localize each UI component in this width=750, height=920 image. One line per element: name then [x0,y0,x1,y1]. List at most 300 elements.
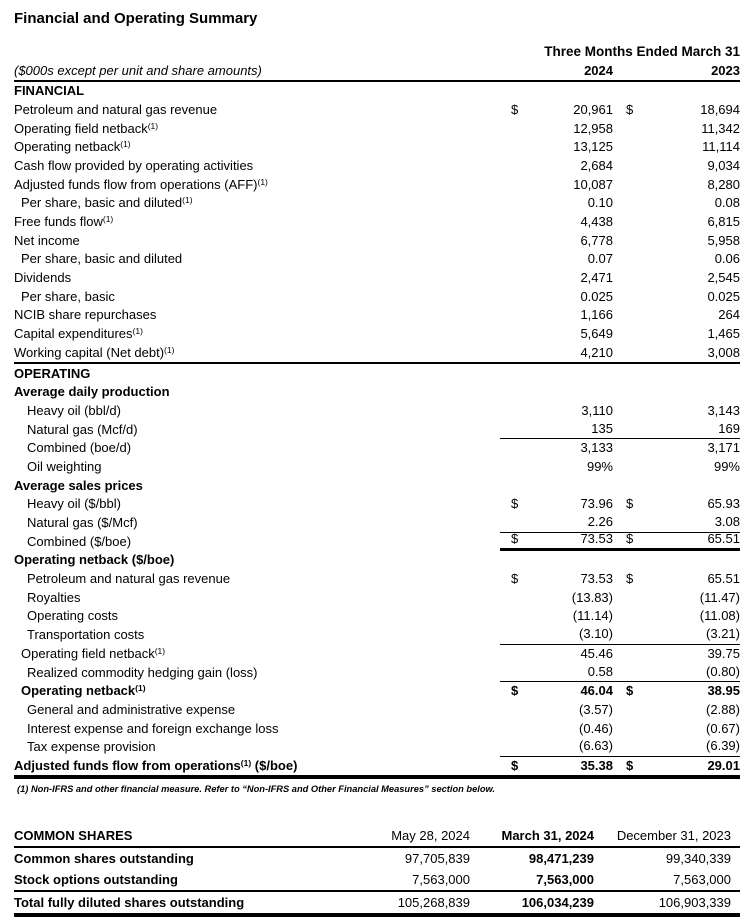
footnote-marker: (1) [257,176,268,187]
table-row [14,589,740,608]
row-label [14,213,500,232]
value-2024: (3.57) [579,701,613,717]
value-2023: 11,342 [701,120,740,136]
row-values [500,213,740,232]
dollar-sign [500,625,530,644]
value-2023: 0.08 [714,195,740,211]
dollar-sign [613,288,646,307]
shares-header-row [14,825,740,848]
row-label [14,288,500,307]
row-values [500,157,740,176]
table-row [14,250,740,269]
shares-value: 98,471,239 [528,851,594,867]
dollar-sign [613,325,646,344]
row-label [14,82,740,101]
dollar-sign [613,420,646,439]
row-values [500,757,740,776]
table-column-header-row [14,61,740,82]
value-2024: 3,133 [580,440,613,456]
table-row [14,663,740,682]
row-label-text: Heavy oil (bbl/d) [27,402,121,418]
value-2023: 3,143 [707,402,740,418]
value-2023: 65.51 [707,571,740,587]
row-values [500,120,740,139]
row-label [14,232,500,251]
row-values [500,701,740,720]
value-2023: 0.025 [707,288,740,304]
row-label-text: Operating field netback [14,120,148,136]
row-label-text: Operating netback [21,683,136,699]
shares-value: 106,034,239 [521,895,594,911]
table-row [14,530,740,552]
row-label-text: Petroleum and natural gas revenue [14,101,218,117]
table-row [14,402,740,421]
shares-row [14,869,740,890]
row-label [14,157,500,176]
value-2024: 5,649 [580,326,613,342]
table-row [14,682,740,701]
value-2024: 46.04 [580,683,613,699]
dollar-sign [500,176,530,195]
row-label [14,589,500,608]
row-values [500,458,740,477]
dollar-sign [500,194,530,213]
row-label [14,176,500,195]
value-2024: 4,438 [580,214,613,229]
dollar-sign [500,663,530,682]
row-label-text: OPERATING [14,365,91,381]
column-header-march-31-2024: March 31, 2024 [501,828,594,844]
dollar-sign [500,439,530,458]
row-label [14,458,500,477]
row-values [500,570,740,589]
row-label-suffix: ($/boe) [251,757,298,773]
row-values [500,306,740,325]
row-values [500,530,740,552]
row-label-text: Petroleum and natural gas revenue [27,571,231,587]
value-2024: (13.83) [571,589,613,605]
table-row [14,194,740,213]
row-label-text: Cash flow provided by operating activities [14,157,254,173]
shares-section-header: COMMON SHARES [14,828,133,844]
row-label [14,533,500,552]
footnote-marker: (1) [147,120,159,131]
row-label [14,701,500,720]
table-row [14,325,740,344]
value-2023: 65.51 [707,530,740,546]
row-label [14,570,500,589]
value-2024: 12,958 [573,120,613,136]
shares-row-label: Stock options outstanding [14,872,178,888]
row-label [14,607,500,626]
row-label [14,194,500,213]
value-2023: 18,694 [700,101,740,117]
value-2024: 1,166 [580,307,613,323]
row-values [500,607,740,626]
row-label-text: Oil weighting [27,458,102,474]
dollar-sign: $ [626,101,634,117]
dollar-sign [613,269,646,288]
dollar-sign [500,213,530,232]
shares-row-label: Common shares outstanding [14,851,194,867]
row-label [14,495,500,514]
dollar-sign [500,250,530,269]
dollar-sign: $ [511,530,519,546]
value-2024: 3,110 [581,402,613,418]
row-values [500,737,740,757]
section-row [14,476,740,495]
row-values [500,495,740,514]
value-2024: 0.07 [587,251,613,267]
column-header-2024: 2024 [584,62,613,78]
dollar-sign [613,344,646,363]
dollar-sign [613,439,646,458]
table-row [14,607,740,626]
dollar-sign: $ [511,571,519,587]
row-label-text: Net income [14,232,80,248]
row-label-text: Realized commodity hedging gain (loss) [27,664,258,680]
row-values [500,138,740,157]
dollar-sign: $ [626,571,634,587]
row-values [500,269,740,288]
value-2024: 13,125 [573,139,613,155]
row-label-text: Capital expenditures [14,326,133,342]
dollar-sign [613,176,646,195]
row-label-text: Free funds flow [14,214,103,229]
footnote-marker: (1) [120,139,131,150]
row-label-text: Average sales prices [14,477,143,493]
row-values [500,288,740,307]
row-values [500,589,740,608]
dollar-sign [613,625,646,644]
section-row [14,82,740,101]
row-values [500,402,740,421]
dollar-sign: $ [511,683,519,699]
row-values [500,645,740,664]
value-2024: 73.53 [580,530,613,546]
footnote-marker: (1) [240,757,252,768]
row-values [500,176,740,195]
value-2023: 264 [718,307,740,323]
dollar-sign [613,663,646,682]
footnote-marker: (1) [132,326,143,337]
value-2024: 99% [586,458,613,474]
row-values [500,682,740,701]
row-values [500,439,740,458]
row-label [14,344,500,363]
row-label [14,101,500,120]
dollar-sign [613,194,646,213]
column-header-december-31-2023: December 31, 2023 [616,828,731,844]
row-label-text: Operating field netback [21,645,155,661]
table-row [14,344,740,365]
shares-row [14,848,740,869]
row-label-text: Interest expense and foreign exchange loss [27,720,279,736]
value-2023: (6.39) [706,738,740,754]
shares-row-label: Total fully diluted shares outstanding [14,895,245,911]
row-values [500,625,740,645]
shares-rows [14,848,740,917]
table-row [14,420,740,439]
row-values [500,663,740,683]
dollar-sign [500,232,530,251]
value-2024: (11.14) [572,608,613,624]
dollar-sign [500,157,530,176]
table-row [14,439,740,458]
row-label-text: Average daily production [14,384,170,400]
dollar-sign [500,607,530,626]
value-2023: 6,815 [707,214,740,229]
row-values [500,420,740,440]
shares-value: 105,268,839 [397,895,470,911]
row-label [14,325,500,344]
row-label [14,477,740,496]
value-2023: 5,958 [707,232,740,248]
row-label [14,306,500,325]
table-row [14,213,740,232]
table-row [14,306,740,325]
footnote-marker: (1) [102,214,114,224]
row-values [500,720,740,739]
value-2024: 73.53 [580,571,613,587]
dollar-sign [500,720,530,739]
dollar-sign [500,306,530,325]
row-label-text: General and administrative expense [27,701,236,717]
row-label [14,645,500,664]
value-2023: 99% [713,458,740,474]
table-row [14,757,740,780]
table-row [14,138,740,157]
row-label [14,250,500,269]
row-label-text: Heavy oil ($/bbl) [27,496,121,512]
value-2023: (11.08) [699,608,740,624]
row-label [14,138,500,157]
row-label-text: Operating netback [14,139,121,155]
value-2024: 45.46 [580,645,613,661]
table-row [14,626,740,645]
value-2023: 1,465 [707,326,740,342]
section-row [14,364,740,383]
value-2023: 9,034 [707,157,740,173]
footnote-marker: (1) [154,645,166,656]
value-2023: 29.01 [707,757,740,773]
dollar-sign [500,701,530,720]
row-label [14,365,740,384]
value-2023: 169 [718,420,740,436]
row-label [14,664,500,683]
value-2023: (3.21) [706,626,740,642]
dollar-sign [613,402,646,421]
dollar-sign [500,589,530,608]
dollar-sign: $ [626,683,634,699]
row-label [14,738,500,757]
dollar-sign [613,138,646,157]
shares-value: 106,903,339 [658,895,731,911]
row-label [14,120,500,139]
dollar-sign [613,701,646,720]
common-shares-table [14,825,740,917]
table-row [14,232,740,251]
value-2024: 135 [591,420,613,436]
section-row [14,551,740,570]
value-2024: 10,087 [573,176,613,192]
row-label-text: Operating netback ($/boe) [14,552,175,568]
section-row [14,383,740,402]
row-values [500,250,740,269]
dollar-sign [613,232,646,251]
value-2023: (0.67) [706,720,740,736]
footnote: (1) Non-IFRS and other financial measure. Refer to “Non-IFRS and Other Financial Measures” section below. [17,784,496,795]
table-row [14,175,740,194]
dollar-sign [500,120,530,139]
value-2023: 8,280 [707,176,740,192]
row-values [500,232,740,251]
row-label-text: Working capital (Net debt) [14,344,165,360]
value-2024: 2,684 [580,157,613,173]
table-row [14,458,740,477]
value-2023: 2,545 [707,270,740,286]
footnote-marker: (1) [164,344,175,355]
value-2023: 3,008 [707,344,740,360]
row-label-text: Combined ($/boe) [27,533,132,549]
value-2023: 38.95 [707,683,740,699]
row-label [14,439,500,458]
table-row [14,495,740,514]
row-label [14,514,500,533]
value-2023: 65.93 [707,496,740,512]
row-label [14,402,500,421]
row-label-text: Transportation costs [27,627,145,643]
value-2024: (0.46) [579,720,613,736]
dollar-sign [500,288,530,307]
row-label-text: Natural gas ($/Mcf) [27,515,138,530]
row-label-text: Operating costs [27,608,119,624]
value-2023: 3,171 [707,440,740,456]
value-2023: (11.47) [699,589,740,605]
table-row [14,269,740,288]
dollar-sign [500,402,530,421]
dollar-sign [500,138,530,157]
row-label-text: Adjusted funds flow from operations (AFF) [14,176,258,192]
row-label [14,383,740,402]
value-2024: 0.58 [587,663,613,679]
value-2024: (3.10) [579,626,613,642]
row-label [14,269,500,288]
row-label-text: Dividends [14,270,72,286]
page-title: Financial and Operating Summary [14,10,258,27]
dollar-sign [613,213,646,232]
dollar-sign: $ [626,530,634,546]
unit-note: ($000s except per unit and share amounts) [14,62,262,78]
value-2024: 2.26 [587,514,613,529]
row-label-text: Per share, basic and diluted [21,251,183,267]
dollar-sign [613,250,646,269]
row-label-text: Royalties [27,589,81,605]
spacer [500,62,530,81]
table-row [14,738,740,757]
footnote-marker: (1) [135,683,146,694]
row-label-text: Per share, basic and diluted [21,195,183,211]
row-label-text: Tax expense provision [27,739,156,755]
table-row [14,288,740,307]
row-values [500,325,740,344]
table-row [14,101,740,120]
row-label [14,551,740,570]
row-label-text: Natural gas (Mcf/d) [27,421,138,437]
value-2024: 0.025 [580,288,613,304]
value-2024: 35.38 [580,757,613,773]
row-label [14,682,500,701]
dollar-sign [613,157,646,176]
value-2023: 3.08 [714,514,740,529]
row-values [500,101,740,120]
row-label-text: Combined (boe/d) [27,440,132,456]
dollar-sign: $ [626,496,634,512]
row-label [14,421,500,440]
shares-value: 7,563,000 [673,872,731,888]
spacer [613,62,646,81]
value-2023: (0.80) [706,663,740,679]
row-label-text: FINANCIAL [14,83,85,99]
table-row [14,645,740,664]
dollar-sign [613,737,646,756]
row-label-text: NCIB share repurchases [14,307,157,323]
value-2023: 39.75 [707,645,740,661]
dollar-sign [613,458,646,477]
table-row [14,119,740,138]
value-2024: 73.96 [580,496,613,512]
row-label-text: Per share, basic [21,288,115,304]
row-label [14,757,500,776]
value-2023: 11,114 [702,139,740,155]
footnote-marker: (1) [182,195,193,206]
row-label-text: Adjusted funds flow from operations [14,757,241,773]
dollar-sign: $ [511,757,519,773]
dollar-sign [500,737,530,756]
dollar-sign [500,420,530,439]
period-header: Three Months Ended March 31 [544,44,740,59]
dollar-sign [500,325,530,344]
dollar-sign [613,607,646,626]
column-header-may-28-2024: May 28, 2024 [391,828,470,844]
value-2023: 0.06 [714,251,740,267]
value-2023: (2.88) [706,701,740,717]
dollar-sign [613,720,646,739]
shares-value: 7,563,000 [412,872,470,888]
financial-operating-table [14,82,740,779]
dollar-sign: $ [511,496,519,512]
table-row [14,157,740,176]
table-row [14,570,740,589]
dollar-sign [500,344,530,363]
value-2024: 6,778 [580,232,613,248]
dollar-sign [613,589,646,608]
dollar-sign [613,306,646,325]
dollar-sign [500,458,530,477]
value-2024: 4,210 [580,344,613,360]
value-2024: (6.63) [579,738,613,754]
table-row [14,719,740,738]
row-label [14,720,500,739]
value-2024: 2,471 [580,270,613,286]
dollar-sign [500,645,530,664]
shares-value: 99,340,339 [665,851,731,867]
value-2024: 0.10 [587,195,613,211]
shares-value: 97,705,839 [404,851,470,867]
dollar-sign [613,645,646,664]
row-values [500,194,740,213]
table-row [14,701,740,720]
